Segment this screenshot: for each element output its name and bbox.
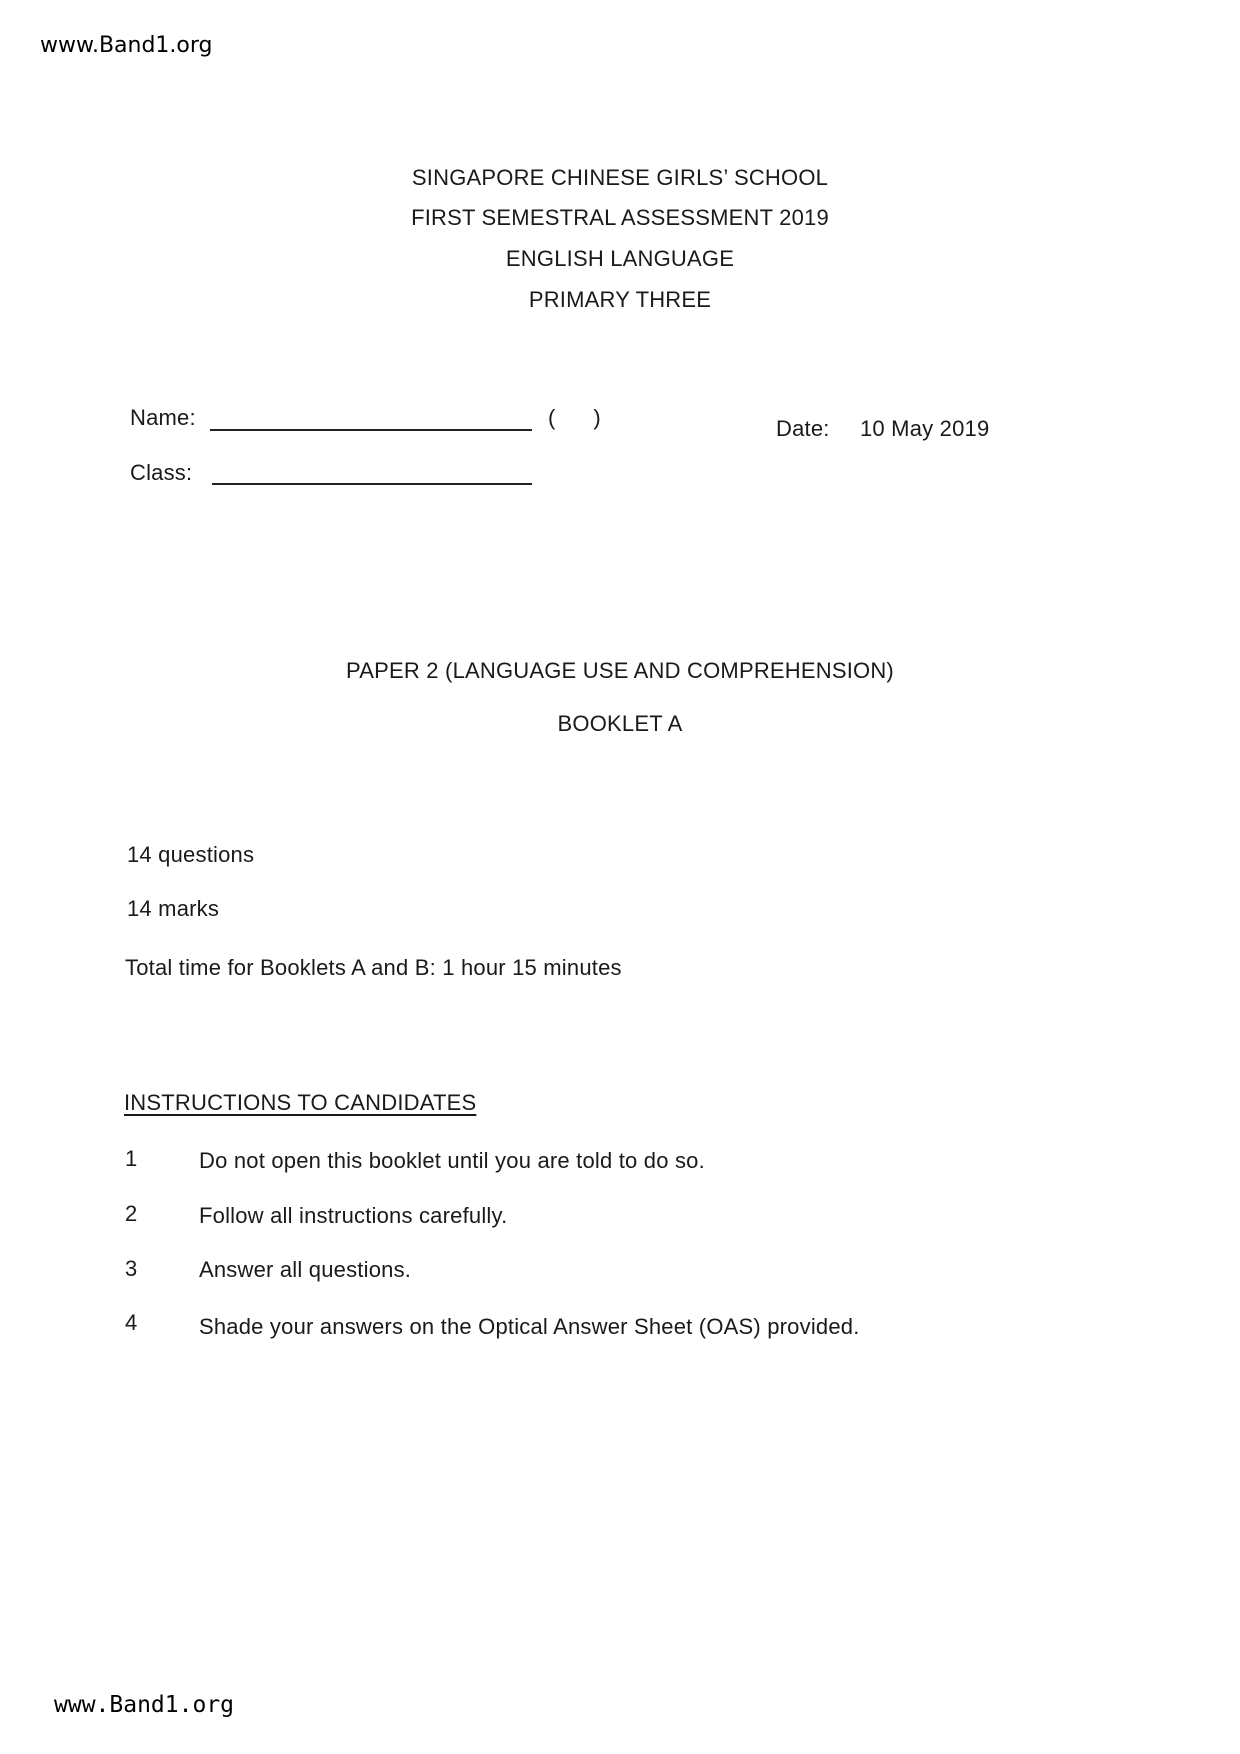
instruction-text: Shade your answers on the Optical Answer Sheet (OAS) provided. [199, 1314, 860, 1339]
instruction-number: 2 [125, 1201, 138, 1226]
instruction-number: 1 [125, 1146, 138, 1171]
total-time: Total time for Booklets A and B: 1 hour 15 minutes [125, 955, 622, 980]
school-name: SINGAPORE CHINESE GIRLS’ SCHOOL [411, 165, 829, 190]
mark-count: 14 marks [127, 896, 220, 921]
date-value: 10 May 2019 [860, 416, 990, 441]
instructions-heading: INSTRUCTIONS TO CANDIDATES [124, 1090, 477, 1115]
class-label: Class: [130, 460, 193, 485]
class-field-line[interactable] [212, 483, 532, 485]
index-number-brackets: ( ) [548, 405, 601, 430]
instruction-text: Follow all instructions carefully. [199, 1203, 508, 1228]
question-count: 14 questions [127, 842, 255, 867]
watermark-top: www.Band1.org [40, 33, 213, 58]
instruction-text: Answer all questions. [199, 1257, 412, 1282]
date-label: Date: [776, 416, 830, 441]
subject-title: ENGLISH LANGUAGE [505, 246, 735, 271]
name-field-line[interactable] [210, 429, 532, 431]
name-label: Name: [130, 405, 196, 430]
instruction-text: Do not open this booklet until you are told to do so. [199, 1148, 705, 1173]
paper-title: PAPER 2 (LANGUAGE USE AND COMPREHENSION) [346, 658, 894, 683]
instruction-number: 3 [125, 1256, 138, 1281]
watermark-bottom: www.Band1.org [54, 1692, 235, 1718]
assessment-title: FIRST SEMESTRAL ASSESSMENT 2019 [411, 205, 829, 230]
level-title: PRIMARY THREE [528, 287, 712, 312]
instruction-number: 4 [125, 1310, 138, 1335]
booklet-label: BOOKLET A [557, 711, 683, 736]
